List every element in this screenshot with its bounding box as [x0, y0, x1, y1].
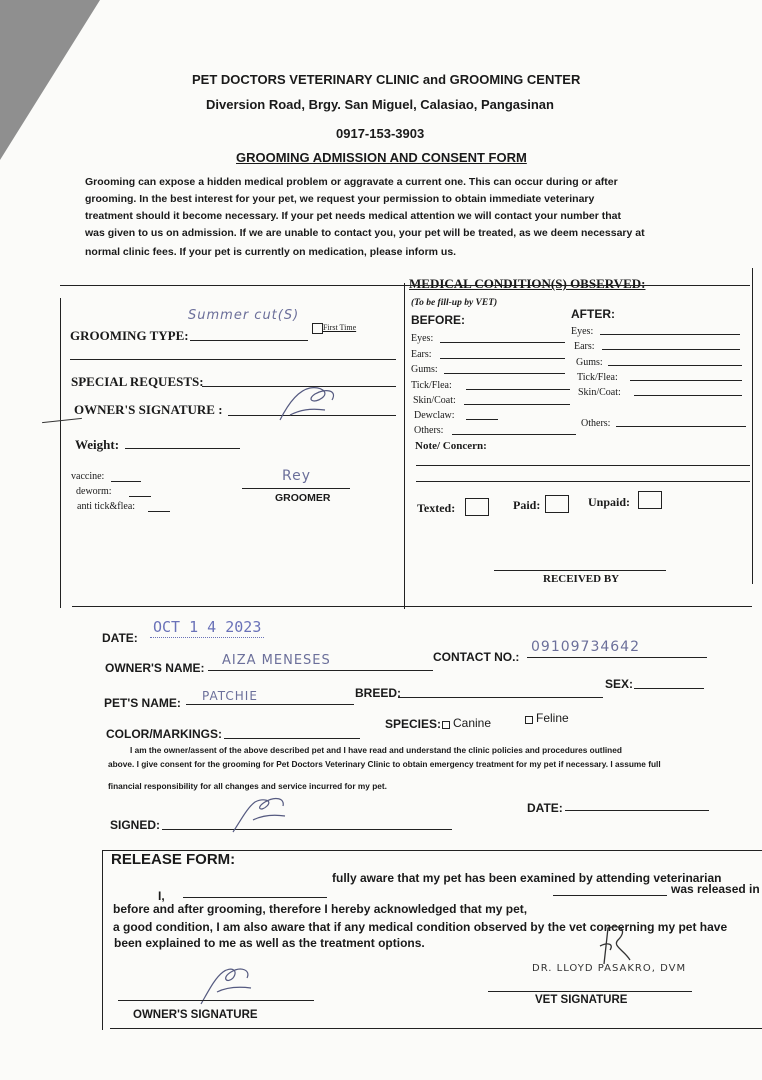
received-by-label: RECEIVED BY	[543, 573, 620, 585]
after-item: Others:	[581, 418, 611, 429]
consent-signature-mark	[225, 790, 305, 835]
grooming-type-label: GROOMING TYPE:	[70, 328, 189, 343]
intro-line: Grooming can expose a hidden medical problem or aggravate a current one. This can occur during or after	[85, 176, 618, 188]
vet-signature-label: VET SIGNATURE	[535, 994, 628, 1006]
before-line[interactable]	[466, 419, 498, 420]
sex-line[interactable]	[634, 688, 704, 689]
medical-title: MEDICAL CONDITION(S) OBSERVED:	[409, 276, 646, 291]
paid-checkbox[interactable]	[545, 495, 569, 513]
grooming-type-line[interactable]	[190, 340, 308, 341]
intro-line: was given to us on admission. If we are unable to contact you, your pet will be treated, as we deem necessary at	[85, 227, 645, 239]
before-item: Gums:	[411, 364, 438, 375]
canine-checkbox[interactable]	[442, 721, 450, 729]
after-item: Ears:	[574, 341, 595, 352]
canine-label: Canine	[453, 716, 492, 730]
unpaid-label: Unpaid:	[588, 495, 631, 509]
release-line3: a good condition, I am also aware that if any medical condition observed by the vet concerning my pet have	[113, 920, 728, 934]
release-line2-start: before and after grooming, therefore I hereby acknowledged that my pet,	[113, 902, 528, 916]
before-line[interactable]	[452, 434, 576, 435]
received-by-line[interactable]	[494, 570, 666, 571]
box-bottom-border	[72, 606, 752, 607]
after-item: Eyes:	[571, 326, 594, 337]
after-line[interactable]	[616, 426, 746, 427]
clinic-name: PET DOCTORS VETERINARY CLINIC and GROOMING CENTER	[192, 72, 581, 87]
weight-line[interactable]	[125, 448, 240, 449]
box-right-border	[752, 268, 753, 584]
consent-line: above. I give consent for the grooming for Pet Doctors Veterinary Clinic to obtain emergency treatment for my pet if necessary. I assume full	[108, 759, 661, 769]
unpaid-checkbox[interactable]	[638, 491, 662, 509]
contact-value: 09109734642	[531, 639, 640, 655]
pet-name-value: PATCHIE	[202, 689, 258, 703]
feline-label: Feline	[536, 711, 569, 725]
release-line1-start: I,	[158, 889, 165, 903]
date-stamp: OCT 1 4 2023	[150, 617, 264, 638]
texted-checkbox[interactable]	[465, 498, 489, 516]
intro-line: treatment should it become necessary. If your pet needs medical attention we will contact your number that	[85, 210, 622, 222]
anti-tick-label: anti tick&flea:	[77, 501, 136, 512]
after-item: Gums:	[576, 357, 603, 368]
before-item: Skin/Coat:	[413, 395, 456, 406]
release-line1-end: fully aware that my pet has been examined by attending veterinarian	[332, 871, 722, 885]
note-line[interactable]	[416, 465, 750, 466]
medical-subtitle: (To be fill-up by VET)	[411, 298, 498, 308]
release-line2-end: was released in	[671, 882, 760, 896]
release-line4: been explained to me as well as the treatment options.	[114, 936, 425, 950]
color-line[interactable]	[224, 738, 360, 739]
before-line[interactable]	[464, 404, 570, 405]
anti-tick-line[interactable]	[148, 511, 170, 512]
groomer-value: Rey	[282, 468, 311, 484]
intro-line: grooming. In the best interest for your pet, we request your permission to obtain immediate veterinary	[85, 193, 595, 205]
vet-signature-line[interactable]	[488, 991, 692, 992]
page-corner-shadow	[0, 0, 100, 160]
before-line[interactable]	[444, 373, 565, 374]
contact-label: CONTACT NO.:	[433, 650, 520, 664]
consent-line: I am the owner/assent of the above described pet and I have read and understand the clinic policies and procedures outlined	[130, 745, 622, 755]
breed-line[interactable]	[398, 697, 603, 698]
note-label: Note/ Concern:	[415, 440, 487, 452]
before-item: Dewclaw:	[414, 410, 455, 421]
release-pet-line[interactable]	[553, 895, 667, 896]
release-title: RELEASE FORM:	[111, 851, 236, 868]
before-line[interactable]	[440, 342, 565, 343]
after-item: Tick/Flea:	[577, 372, 618, 383]
release-owner-signature-label: OWNER'S SIGNATURE	[133, 1009, 258, 1021]
owner-name-value: AIZA MENESES	[222, 653, 331, 668]
before-item: Ears:	[411, 349, 432, 360]
deworm-label: deworm:	[76, 486, 112, 497]
owner-signature-mark	[270, 380, 350, 425]
species-label: SPECIES:	[385, 717, 442, 731]
after-line[interactable]	[608, 365, 742, 366]
form-title: GROOMING ADMISSION AND CONSENT FORM	[236, 150, 527, 165]
after-line[interactable]	[600, 334, 740, 335]
signed-line[interactable]	[162, 829, 452, 830]
paid-label: Paid:	[513, 498, 541, 512]
consent-line: financial responsibility for all changes and service incurred for my pet.	[108, 781, 387, 791]
before-item: Others:	[414, 425, 444, 436]
sex-label: SEX:	[605, 677, 634, 691]
date-label: DATE:	[102, 631, 138, 645]
release-name-line[interactable]	[183, 897, 327, 898]
grooming-type-value: Summer cut(S)	[188, 308, 300, 323]
contact-line[interactable]	[527, 657, 707, 658]
vaccine-line[interactable]	[111, 481, 141, 482]
signed-label: SIGNED:	[110, 818, 161, 832]
first-time-checkbox[interactable]	[312, 323, 323, 334]
before-line[interactable]	[440, 358, 565, 359]
groomer-line[interactable]	[242, 488, 350, 489]
clinic-phone: 0917-153-3903	[336, 126, 425, 141]
owner-name-label: OWNER'S NAME:	[105, 661, 205, 675]
note-line[interactable]	[416, 481, 750, 482]
release-owner-signature-line[interactable]	[118, 1000, 314, 1001]
breed-label: BREED:	[355, 686, 402, 700]
before-label: BEFORE:	[411, 313, 465, 327]
pet-name-label: PET'S NAME:	[104, 696, 181, 710]
after-item: Skin/Coat:	[578, 387, 621, 398]
before-item: Tick/Flea:	[411, 380, 452, 391]
consent-date-line[interactable]	[565, 810, 709, 811]
box-top-border	[60, 285, 750, 286]
consent-date-label: DATE:	[527, 801, 563, 815]
after-label: AFTER:	[571, 307, 615, 321]
weight-label: Weight:	[75, 437, 120, 452]
after-line[interactable]	[602, 349, 740, 350]
groomer-label: GROOMER	[275, 492, 331, 504]
intro-line: normal clinic fees. If your pet is currently on medication, please inform us.	[85, 246, 457, 258]
owner-name-line[interactable]	[208, 670, 433, 671]
release-bottom-border	[110, 1028, 762, 1029]
clinic-address: Diversion Road, Brgy. San Miguel, Calasiao, Pangasinan	[206, 97, 554, 112]
vet-name-value: DR. LLOYD PASAKRO, DVM	[532, 963, 687, 974]
after-line[interactable]	[634, 395, 742, 396]
feline-checkbox[interactable]	[525, 716, 533, 724]
before-item: Eyes:	[411, 333, 434, 344]
vaccine-label: vaccine:	[71, 471, 105, 482]
deworm-line[interactable]	[129, 496, 151, 497]
box-divider	[404, 283, 405, 609]
pet-name-line[interactable]	[186, 704, 354, 705]
box-left-border	[60, 298, 61, 608]
color-label: COLOR/MARKINGS:	[106, 727, 222, 741]
owner-signature-label: OWNER'S SIGNATURE :	[74, 402, 223, 417]
before-line[interactable]	[466, 389, 570, 390]
special-requests-label: SPECIAL REQUESTS:	[71, 374, 204, 389]
first-time-label: First Time	[323, 323, 357, 332]
after-line[interactable]	[630, 380, 742, 381]
release-left-border	[102, 850, 103, 1030]
texted-label: Texted:	[417, 501, 456, 515]
grooming-extra-line[interactable]	[70, 359, 396, 360]
